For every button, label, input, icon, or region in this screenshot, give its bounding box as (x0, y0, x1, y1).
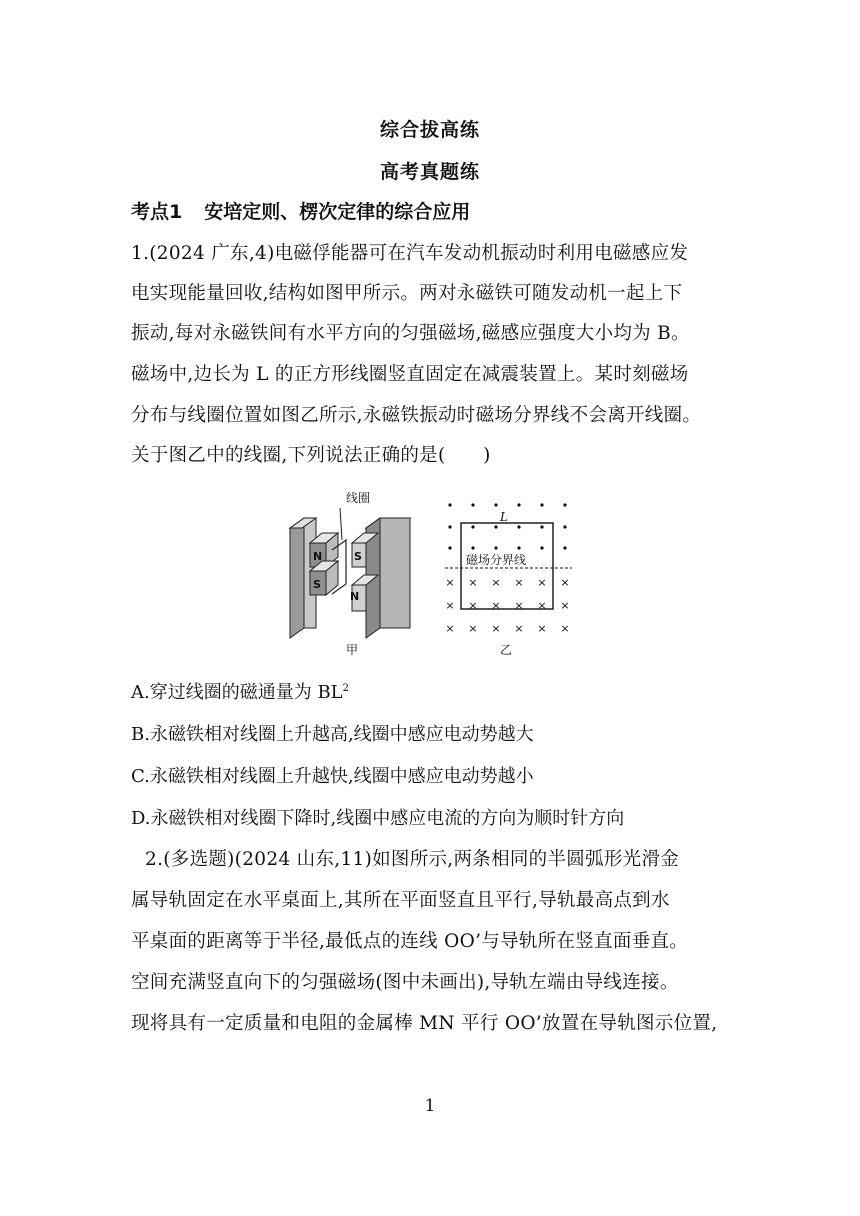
page-title: 综合拔高练 (379, 119, 480, 141)
svg-text:×: × (468, 622, 478, 635)
figure-jia (290, 508, 410, 638)
svg-text:×: × (514, 599, 524, 612)
option-a-superscript: 2 (342, 683, 349, 694)
q1-line-6: 关于图乙中的线圈,下列说法正确的是( ) (131, 445, 491, 466)
option-b: B.永磁铁相对线圈上升越高,线圈中感应电动势越大 (131, 724, 534, 745)
option-a (131, 678, 349, 704)
svg-text:×: × (491, 599, 501, 612)
q1-line-2: 电实现能量回收,结构如图甲所示。两对永磁铁可随发动机一起上下 (131, 283, 683, 304)
svg-text:×: × (537, 599, 547, 612)
svg-text:×: × (468, 576, 478, 589)
svg-text:×: × (445, 622, 455, 635)
q1-line-5: 分布与线圈位置如图乙所示,永磁铁振动时磁场分界线不会离开线圈。 (131, 405, 702, 426)
svg-text:×: × (537, 622, 547, 635)
svg-text:×: × (445, 576, 455, 589)
page-number: 1 (424, 1096, 436, 1116)
svg-text:×: × (560, 599, 570, 612)
q2-line-4: 空间充满竖直向下的匀强磁场(图中未画出),导轨左端由导线连接。 (131, 972, 679, 993)
q2-line-5: 现将具有一定质量和电阻的金属棒 MN 平行 OO’放置在导轨图示位置, (131, 1013, 718, 1034)
svg-text:×: × (445, 599, 455, 612)
page-subtitle: 高考真题练 (379, 161, 480, 183)
q1-figure (280, 488, 580, 658)
magnet-s-upper: S (354, 550, 362, 563)
svg-text:×: × (491, 576, 501, 589)
q1-line-3: 振动,每对永磁铁间有水平方向的匀强磁场,磁感应强度大小均为 B。 (131, 323, 690, 344)
magnet-n-lower: N (350, 590, 360, 603)
q1-line-1: 1.(2024 广东,4)电磁俘能器可在汽车发动机振动时利用电磁感应发 (131, 243, 689, 264)
magnet-n-left: N (313, 550, 323, 563)
side-length-label: L (500, 510, 508, 524)
svg-text:×: × (537, 576, 547, 589)
section-heading (131, 197, 470, 224)
svg-text:×: × (514, 622, 524, 635)
label-jia: 甲 (346, 643, 359, 657)
section-label: 考点1 (131, 201, 183, 223)
magnet-s-left: S (313, 578, 321, 591)
option-c: C.永磁铁相对线圈上升越快,线圈中感应电动势越小 (131, 766, 534, 787)
figure-yi (445, 503, 572, 635)
option-a-text: A.穿过线圈的磁通量为 BL (131, 682, 343, 703)
q2-line-1: 2.(多选题)(2024 山东,11)如图所示,两条相同的半圆弧形光滑金 (145, 849, 680, 870)
q2-line-2: 属导轨固定在水平桌面上,其所在平面竖直且平行,导轨最高点到水 (131, 890, 670, 911)
field-crosses (445, 576, 569, 635)
boundary-label: 磁场分界线 (466, 553, 527, 567)
svg-text:×: × (560, 576, 570, 589)
section-title: 安培定则、楞次定律的综合应用 (204, 201, 471, 223)
svg-text:×: × (514, 576, 524, 589)
svg-text:×: × (468, 599, 478, 612)
coil-label: 线圈 (346, 491, 371, 505)
option-d: D.永磁铁相对线圈下降时,线圈中感应电流的方向为顺时针方向 (131, 808, 625, 829)
svg-text:×: × (491, 622, 501, 635)
q2-line-3: 平桌面的距离等于半径,最低点的连线 OO’与导轨所在竖直面垂直。 (131, 931, 689, 952)
q1-line-4: 磁场中,边长为 L 的正方形线圈竖直固定在减震装置上。某时刻磁场 (131, 364, 689, 385)
svg-text:×: × (560, 622, 570, 635)
label-yi: 乙 (500, 643, 513, 657)
